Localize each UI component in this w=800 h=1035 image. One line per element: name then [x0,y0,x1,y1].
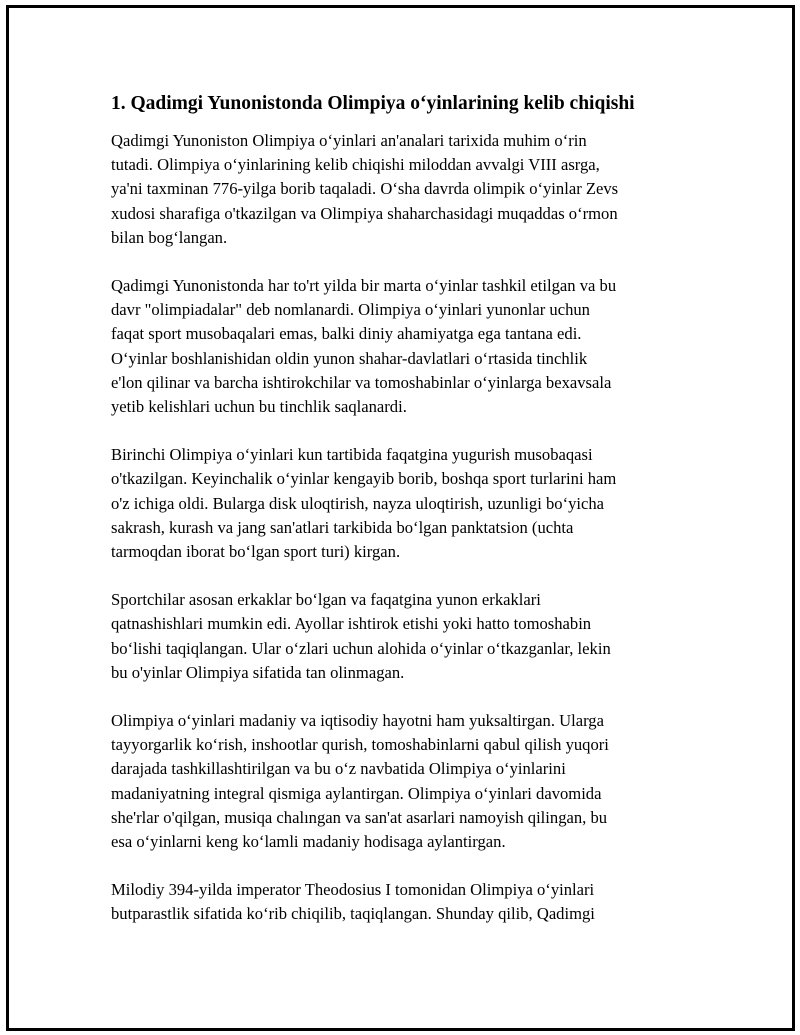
text-line: e'lon qilinar va barcha ishtirokchilar va tomoshabinlar o‘yinlarga bexavsala [111,372,612,392]
document-body [111,90,686,951]
text-line: o'tkazilgan. Keyinchalik o‘yinlar kengayib borib, boshqa sport turlarini ham [111,469,617,489]
text-line: bo‘lishi taqiqlangan. Ular o‘zlari uchun alohida o‘yinlar o‘tkazganlar, lekin [111,638,611,658]
text-line: Sportchilar asosan erkaklar bo‘lgan va faqatgina yunon erkaklari [111,590,541,610]
text-line: sakrash, kurash va jang san'atlari tarkibida bo‘lgan panktatsion (uchta [111,517,574,537]
text-line: she'rlar o'qilgan, musiqa chalıngan va san'at asarlari namoyish qilingan, bu [111,807,608,827]
text-line: Qadimgi Yunoniston Olimpiya o‘yinlari an'analari tarixida muhim o‘rin [111,131,587,150]
text-line: qatnashishlari mumkin edi. Ayollar ishtirok etishi yoki hatto tomoshabin [111,614,592,634]
text-line: davr "olimpiadalar" deb nomlanardi. Olimpiya o‘yinlari yunonlar uchun [111,300,590,320]
text-line: xudosi sharafiga o'tkazilgan va Olimpiya shaharchasidagi muqaddas o‘rmon [111,203,618,223]
paragraph-events [111,443,686,564]
paragraph-athletes [111,588,686,685]
text-line: bu o'yinlar Olimpiya sifatida tan olinmagan. [111,662,405,682]
paragraph-ban [111,878,686,926]
paragraph-origins [111,129,686,250]
text-line: Milodiy 394-yilda imperator Theodosius I tomonidan Olimpiya o‘yinlari [111,880,595,900]
paragraph-culture [111,709,686,854]
text-line: madaniyatning integral qismiga aylantirgan. Olimpiya o‘yinlari davomida [111,783,602,803]
text-line: esa o‘yinlarni keng ko‘lamli madaniy hodisaga aylantirgan. [111,832,506,852]
text-line: darajada tashkillashtirilgan va bu o‘z navbatida Olimpiya o‘yinlarini [111,759,566,779]
text-line: yetib kelishlari uchun bu tinchlik saqlanardi. [111,397,407,417]
text-line: Birinchi Olimpiya o‘yinlari kun tartibida faqatgina yugurish musobaqasi [111,445,593,465]
text-line: bilan bog‘langan. [111,227,228,247]
paragraph-olympiads [111,274,686,419]
text-line: ya'ni taxminan 776-yilga borib taqaladi. O‘sha davrda olimpik o‘yinlar Zevs [111,179,619,199]
text-line: Olimpiya o‘yinlari madaniy va iqtisodiy hayotni ham yuksaltirgan. Ularga [111,711,604,731]
text-line: O‘yinlar boshlanishidan oldin yunon shahar-davlatlari o‘rtasida tinchlik [111,348,588,368]
text-line: o'z ichiga oldi. Bularga disk uloqtirish, nayza uloqtirish, uzunligi bo‘yicha [111,493,605,513]
text-line: butparastlik sifatida ko‘rib chiqilib, taqiqlangan. Shunday qilib, Qadimgi [111,904,595,924]
text-line: Qadimgi Yunonistonda har to'rt yilda bir marta o‘yinlar tashkil etilgan va bu [111,276,617,296]
text-line: tarmoqdan iborat bo‘lgan sport turi) kirgan. [111,542,401,562]
text-line: tayyorgarlik ko‘rish, inshootlar qurish, tomoshabinlarni qabul qilish yuqori [111,735,609,755]
text-line: faqat sport musobaqalari emas, balki diniy ahamiyatga ega tantana edi. [111,324,582,344]
text-line: tutadi. Olimpiya o‘yinlarining kelib chiqishi miloddan avvalgi VIII asrga, [111,155,600,175]
section-heading: 1. Qadimgi Yunonistonda Olimpiya o‘yinlarining kelib chiqishi [111,93,635,114]
